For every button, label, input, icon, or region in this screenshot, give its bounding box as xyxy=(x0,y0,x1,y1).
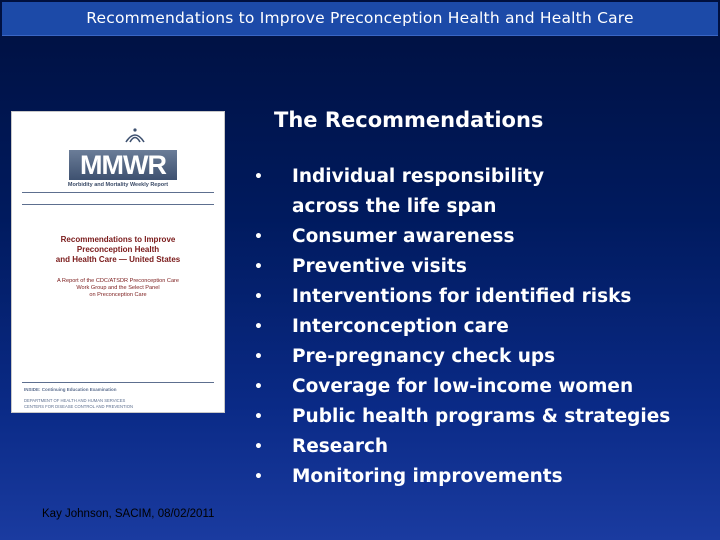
bullet-icon: • xyxy=(254,289,263,305)
cover-department: DEPARTMENT OF HEALTH AND HUMAN SERVICES CENTERS FOR DISEASE CONTROL AND PREVENTION xyxy=(24,398,133,409)
list-item xyxy=(250,372,670,402)
list-item xyxy=(250,342,670,372)
list-item-text: Public health programs & strategies xyxy=(292,406,671,427)
list-item-text: Monitoring improvements xyxy=(292,466,563,487)
list-item-text: Preventive visits xyxy=(292,256,467,277)
slide-title: Recommendations to Improve Preconception Health and Health Care xyxy=(86,9,634,27)
list-item-text: Interventions for identified risks xyxy=(292,286,632,307)
list-item xyxy=(250,432,670,462)
mmwr-subtitle: Morbidity and Mortality Weekly Report xyxy=(67,182,169,188)
list-item xyxy=(250,402,670,432)
list-item xyxy=(250,162,670,222)
bullet-icon: • xyxy=(254,469,263,485)
bullet-icon: • xyxy=(254,259,263,275)
list-item xyxy=(250,462,670,492)
list-item-text: Consumer awareness xyxy=(292,226,515,247)
list-item xyxy=(250,282,670,312)
cdc-logo-icon xyxy=(124,126,146,144)
title-bar xyxy=(2,2,718,36)
cover-rule-meta xyxy=(22,204,214,205)
mmwr-cover-image xyxy=(11,111,225,413)
recommendations-heading: The Recommendations xyxy=(274,108,544,132)
list-item-continuation: across the life span xyxy=(292,196,497,217)
bullet-icon: • xyxy=(254,229,263,245)
bullet-icon: • xyxy=(254,439,263,455)
cover-report-title: Recommendations to Improve Preconception Health and Health Care — United States xyxy=(55,235,181,264)
list-item xyxy=(250,312,670,342)
bullet-icon: • xyxy=(254,349,263,365)
list-item xyxy=(250,222,670,252)
cover-rule-top xyxy=(22,192,214,193)
list-item-text: Pre-pregnancy check ups xyxy=(292,346,556,367)
cover-rule-bottom xyxy=(22,382,214,383)
recommendations-list xyxy=(250,162,670,492)
list-item xyxy=(250,252,670,282)
list-item-text: Interconception care xyxy=(292,316,509,337)
bullet-icon: • xyxy=(254,319,263,335)
bullet-icon: • xyxy=(254,409,263,425)
list-item-text: Coverage for low-income women xyxy=(292,376,634,397)
cover-report-subtitle: A Report of the CDC/ATSDR Preconception Care Work Group and the Select Panel on Preconception Care xyxy=(56,278,180,298)
mmwr-logo: MMWR xyxy=(69,150,177,180)
footer-credit: Kay Johnson, SACIM, 08/02/2011 xyxy=(42,508,215,520)
bullet-icon: • xyxy=(254,379,263,395)
cover-inside-note: INSIDE: Continuing Education Examination xyxy=(24,387,117,392)
bullet-icon: • xyxy=(254,169,263,185)
list-item-text: Research xyxy=(292,436,389,457)
list-item-text: Individual responsibility xyxy=(292,166,545,187)
